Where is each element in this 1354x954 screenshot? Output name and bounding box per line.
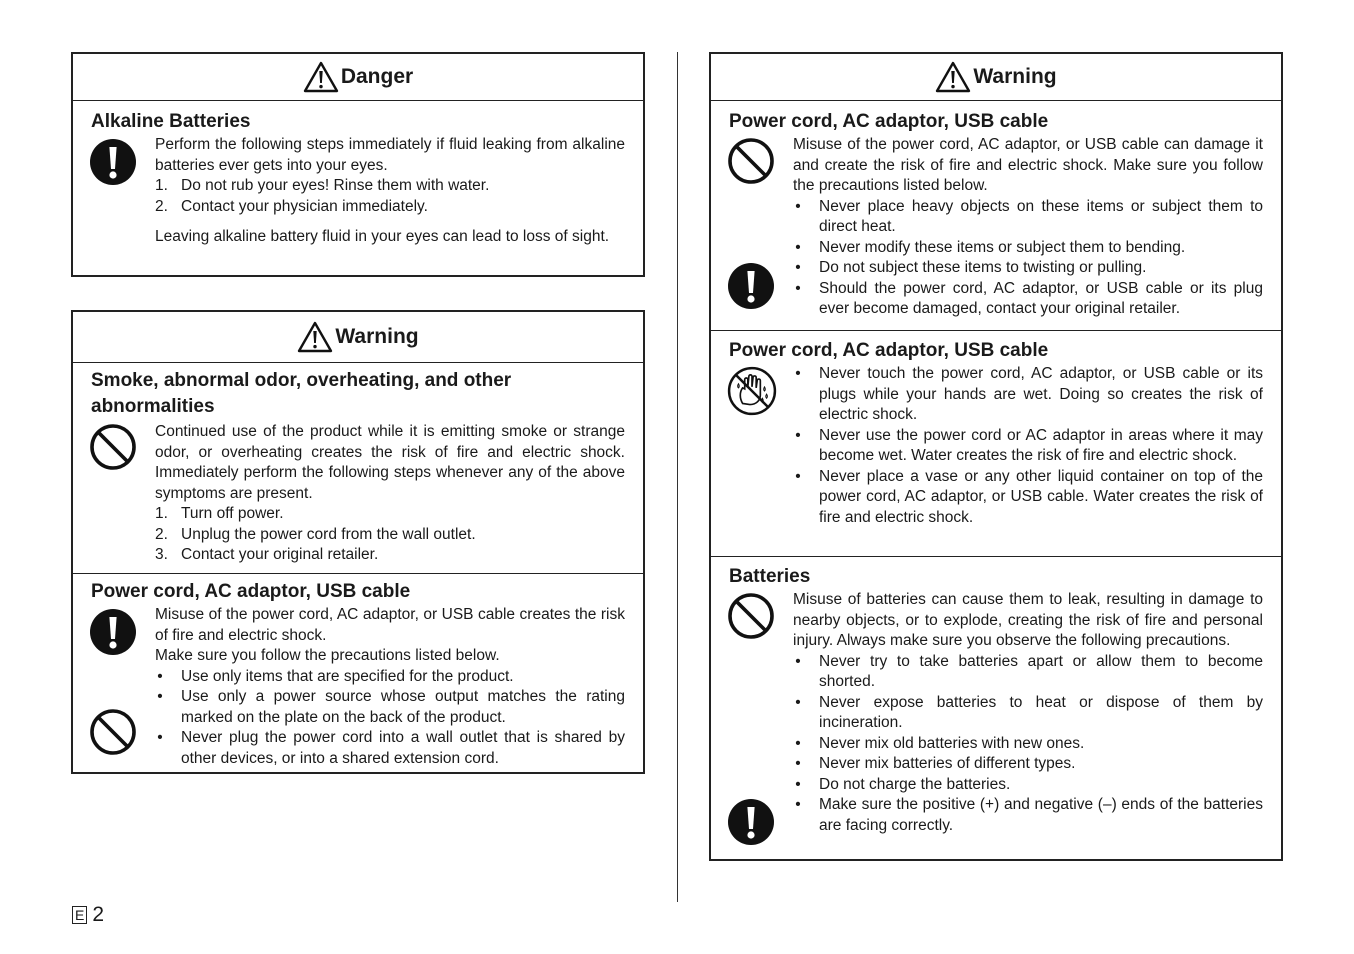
bullet-mark: • xyxy=(795,279,801,297)
bullet-text: Make sure the positive (+) and negative (–) ends of the batteries are facing correctly. xyxy=(819,796,1263,834)
intro-text: Make sure you follow the precautions listed below. xyxy=(155,647,500,664)
section-title: Alkaline Batteries xyxy=(91,111,251,132)
warning-header-label: Warning xyxy=(973,65,1057,88)
step-text: Turn off power. xyxy=(181,505,284,522)
language-mark: E xyxy=(72,906,87,924)
bullet-mark: • xyxy=(795,796,801,813)
bullet-mark: • xyxy=(795,734,801,752)
bullet-mark: • xyxy=(795,259,801,276)
step-text: Do not rub your eyes! Rinse them with water. xyxy=(181,177,490,194)
power-cord-section xyxy=(711,101,1281,330)
bullet-text: Never use the power cord or AC adaptor in areas where it may become wet. Water creates the risk of fire and electric shock. xyxy=(819,426,1263,464)
bullet-text: Do not charge the batteries. xyxy=(819,775,1011,793)
step-item xyxy=(155,504,625,525)
bullet-item xyxy=(793,652,1263,693)
bullet-text: Do not subject these items to twisting or pulling. xyxy=(819,259,1147,276)
batteries-section xyxy=(711,556,1281,836)
alkaline-batteries-section xyxy=(73,101,643,248)
section-title: Power cord, AC adaptor, USB cable xyxy=(91,581,411,602)
section-body xyxy=(793,590,1263,836)
bullet-item xyxy=(793,795,1263,836)
section-title: Power cord, AC adaptor, USB cable xyxy=(729,340,1049,361)
warning-header xyxy=(711,54,1281,101)
step-item xyxy=(155,525,625,546)
warning-triangle-icon xyxy=(303,61,339,93)
bullet-mark: • xyxy=(795,467,801,485)
intro-text: Misuse of batteries can cause them to leak, resulting in damage to nearby objects, or to explode, creating the risk of fire and personal injury. Always make sure you observe the following precautions. xyxy=(793,591,1263,649)
bullet-item xyxy=(155,667,625,688)
step-number: 1. xyxy=(155,177,168,194)
bullet-item xyxy=(793,197,1263,238)
bullet-item xyxy=(793,754,1263,775)
bullet-text: Never place heavy objects on these items or subject them to direct heat. xyxy=(819,197,1263,235)
bullet-mark: • xyxy=(157,729,163,746)
section-body xyxy=(155,422,625,566)
bullet-item xyxy=(793,238,1263,259)
step-number: 1. xyxy=(155,505,168,522)
bullet-text: Never try to take batteries apart or allow them to become shorted. xyxy=(819,652,1263,690)
step-text: Contact your original retailer. xyxy=(181,546,379,563)
prohibited-icon xyxy=(727,137,775,185)
warning-box-right xyxy=(709,52,1283,861)
warning-triangle-icon xyxy=(297,321,333,353)
bullet-text: Use only items that are specified for the product. xyxy=(181,667,514,685)
bullet-text: Never mix batteries of different types. xyxy=(819,755,1076,772)
bullet-text: Never plug the power cord into a wall outlet that is shared by other devices, or into a shared extension cord. xyxy=(181,729,625,767)
mandatory-action-icon xyxy=(89,608,137,656)
bullet-mark: • xyxy=(795,693,801,711)
bullet-item xyxy=(793,467,1263,529)
intro-text: Continued use of the product while it is emitting smoke or strange odor, or overheating creates the risk of fire and electric shock. Immediately perform the following steps whenever any of the above symptoms are present. xyxy=(155,423,625,502)
bullet-mark: • xyxy=(795,365,801,382)
intro-text: Misuse of the power cord, AC adaptor, or USB cable creates the risk of fire and electric shock. xyxy=(155,606,625,644)
column-divider xyxy=(677,52,678,902)
section-body xyxy=(155,605,625,769)
bullet-text: Never touch the power cord, AC adaptor, or USB cable or its plugs while your hands are wet. Doing so creates the risk of electric shock. xyxy=(819,365,1263,423)
bullet-mark: • xyxy=(795,197,801,215)
section-title: Smoke, abnormal odor, overheating, and other abnormalities xyxy=(91,370,512,417)
step-number: 2. xyxy=(155,525,168,543)
intro-text: Misuse of the power cord, AC adaptor, or USB cable can damage it and create the risk of fire and electric shock. Make sure you follow the precautions listed below. xyxy=(793,136,1263,194)
warning-header xyxy=(73,312,643,363)
bullet-item xyxy=(155,687,625,728)
step-text: Unplug the power cord from the wall outlet. xyxy=(181,525,476,543)
intro-text: Perform the following steps immediately if fluid leaking from alkaline batteries ever gets into your eyes. xyxy=(155,136,625,174)
smoke-section xyxy=(73,363,643,573)
bullet-item xyxy=(793,775,1263,796)
page-number: 2 xyxy=(92,903,105,926)
bullet-text: Use only a power source whose output matches the rating marked on the plate on the back of the product. xyxy=(181,688,625,726)
prohibited-icon xyxy=(89,423,137,471)
bullet-item xyxy=(793,734,1263,755)
step-item xyxy=(155,197,625,218)
bullet-item xyxy=(793,693,1263,734)
mandatory-action-icon xyxy=(727,798,775,846)
step-number: 3. xyxy=(155,546,168,563)
mandatory-action-icon xyxy=(89,138,137,186)
danger-header xyxy=(73,54,643,101)
step-number: 2. xyxy=(155,197,168,215)
section-title: Batteries xyxy=(729,566,811,587)
warning-triangle-icon xyxy=(935,61,971,93)
section-title: Power cord, AC adaptor, USB cable xyxy=(729,111,1049,132)
section-body xyxy=(155,135,625,248)
danger-box xyxy=(71,52,645,277)
bullet-item xyxy=(155,728,625,769)
step-item xyxy=(155,545,625,566)
prohibited-icon xyxy=(727,592,775,640)
mandatory-action-icon xyxy=(727,262,775,310)
bullet-mark: • xyxy=(157,688,163,705)
bullet-text: Never expose batteries to heat or dispose of them by incineration. xyxy=(819,693,1263,731)
bullet-mark: • xyxy=(795,426,801,444)
bullet-text: Never mix old batteries with new ones. xyxy=(819,734,1085,752)
section-body xyxy=(793,364,1263,528)
page-footer xyxy=(72,903,104,927)
warning-header-label: Warning xyxy=(335,325,419,348)
warning-box-left xyxy=(71,310,645,774)
note-text: Leaving alkaline battery fluid in your eyes can lead to loss of sight. xyxy=(155,228,610,245)
bullet-item xyxy=(793,364,1263,426)
bullet-mark: • xyxy=(795,652,801,670)
bullet-text: Never place a vase or any other liquid container on top of the power cord, AC adaptor, or USB cable. Water creates the risk of fire and electric shock. xyxy=(819,467,1263,526)
bullet-item xyxy=(793,258,1263,279)
section-body xyxy=(793,135,1263,320)
bullet-text: Should the power cord, AC adaptor, or USB cable or its plug ever become damaged, contact your original retailer. xyxy=(819,279,1263,317)
bullet-item xyxy=(793,279,1263,320)
power-cord-wet-section xyxy=(711,330,1281,556)
bullet-mark: • xyxy=(157,667,163,685)
no-wet-hands-icon xyxy=(727,366,777,416)
bullet-mark: • xyxy=(795,238,801,256)
power-cord-section xyxy=(73,573,643,769)
bullet-mark: • xyxy=(795,755,801,772)
bullet-text: Never modify these items or subject them to bending. xyxy=(819,238,1186,256)
danger-header-label: Danger xyxy=(340,65,414,88)
step-item xyxy=(155,176,625,197)
bullet-mark: • xyxy=(795,775,801,793)
prohibited-icon xyxy=(89,708,137,756)
bullet-item xyxy=(793,426,1263,467)
step-text: Contact your physician immediately. xyxy=(181,197,428,215)
